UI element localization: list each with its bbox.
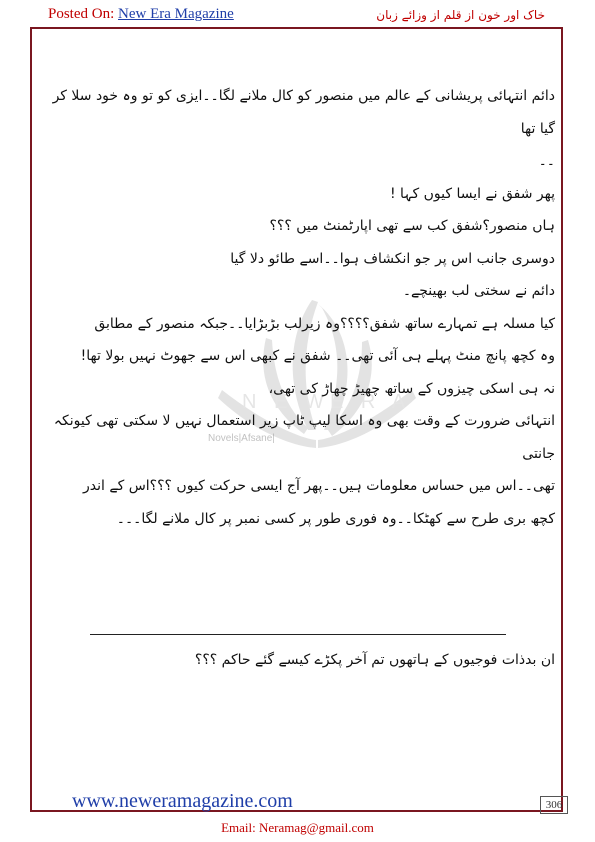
- question-line: ان بدذات فوجیوں کے ہاتھوں تم آخر پکڑے کیسے گئے حاکم ؟؟؟: [194, 652, 555, 668]
- page-number: 306: [540, 796, 568, 814]
- posted-on-header: [48, 6, 234, 23]
- story-line: دائم نے سختی لب بھینچے۔: [402, 283, 555, 299]
- story-line: وہ کچھ پانچ منٹ پہلے ہی آئی تھی۔۔ شفق نے کبھی اس سے جھوٹ نہیں بولا تھا!: [80, 348, 555, 364]
- novel-title: خاک اور خون از قلم از وزائے زبان: [376, 8, 545, 22]
- magazine-link[interactable]: New Era Magazine: [118, 6, 234, 22]
- story-line: کیا مسلہ ہے تمہارے ساتھ شفق؟؟؟؟وہ زیرلب بڑبڑایا۔۔جبکہ منصور کے مطابق: [94, 315, 555, 332]
- posted-on-label: Posted On:: [48, 6, 119, 22]
- story-line: انتہائی ضرورت کے وقت بھی وہ اسکا لیپ ٹاپ زیر استعمال نہیں لا سکتی تھی کیونکہ جانتی: [53, 413, 555, 462]
- story-line: دوسری جانب اس پر جو انکشاف ہوا۔۔اسے طائو دلا گیا: [230, 250, 555, 267]
- story-line: پھر شفق نے ایسا کیوں کہا !: [389, 185, 555, 202]
- svg-text:N E W: N E W: [242, 391, 330, 413]
- story-line: تھی۔۔اس میں حساس معلومات ہیں۔۔پھر آج ایسی حرکت کیوں ؟؟؟اس کے اندر: [83, 478, 555, 494]
- story-line: ہاں منصور؟شفق کب سے تھی اپارٹمنٹ میں ؟؟؟: [269, 218, 555, 234]
- website-link[interactable]: www.neweramagazine.com: [72, 790, 293, 812]
- story-line: دائم انتہائی پریشانی کے عالم میں منصور کو کال ملانے لگا۔۔ایزی کو تو وہ خود سلا کر گیا تھا: [52, 88, 555, 137]
- story-line: نہ ہی اسکی چیزوں کے ساتھ چھیڑ چھاڑ کی تھی،: [268, 380, 555, 397]
- svg-text:E R A: E R A: [330, 391, 412, 413]
- story-line: کچھ بری طرح سے کھٹکا۔۔وہ فوری طور پر کسی نمبر پر کال ملانے لگا۔۔۔: [116, 510, 555, 527]
- section-divider: [90, 634, 506, 635]
- story-text: [38, 80, 555, 535]
- story-line: ۔۔: [538, 153, 555, 169]
- contact-email[interactable]: Email: Neramag@gmail.com: [221, 820, 374, 835]
- watermark-text: Novels|Afsane|: [208, 433, 275, 444]
